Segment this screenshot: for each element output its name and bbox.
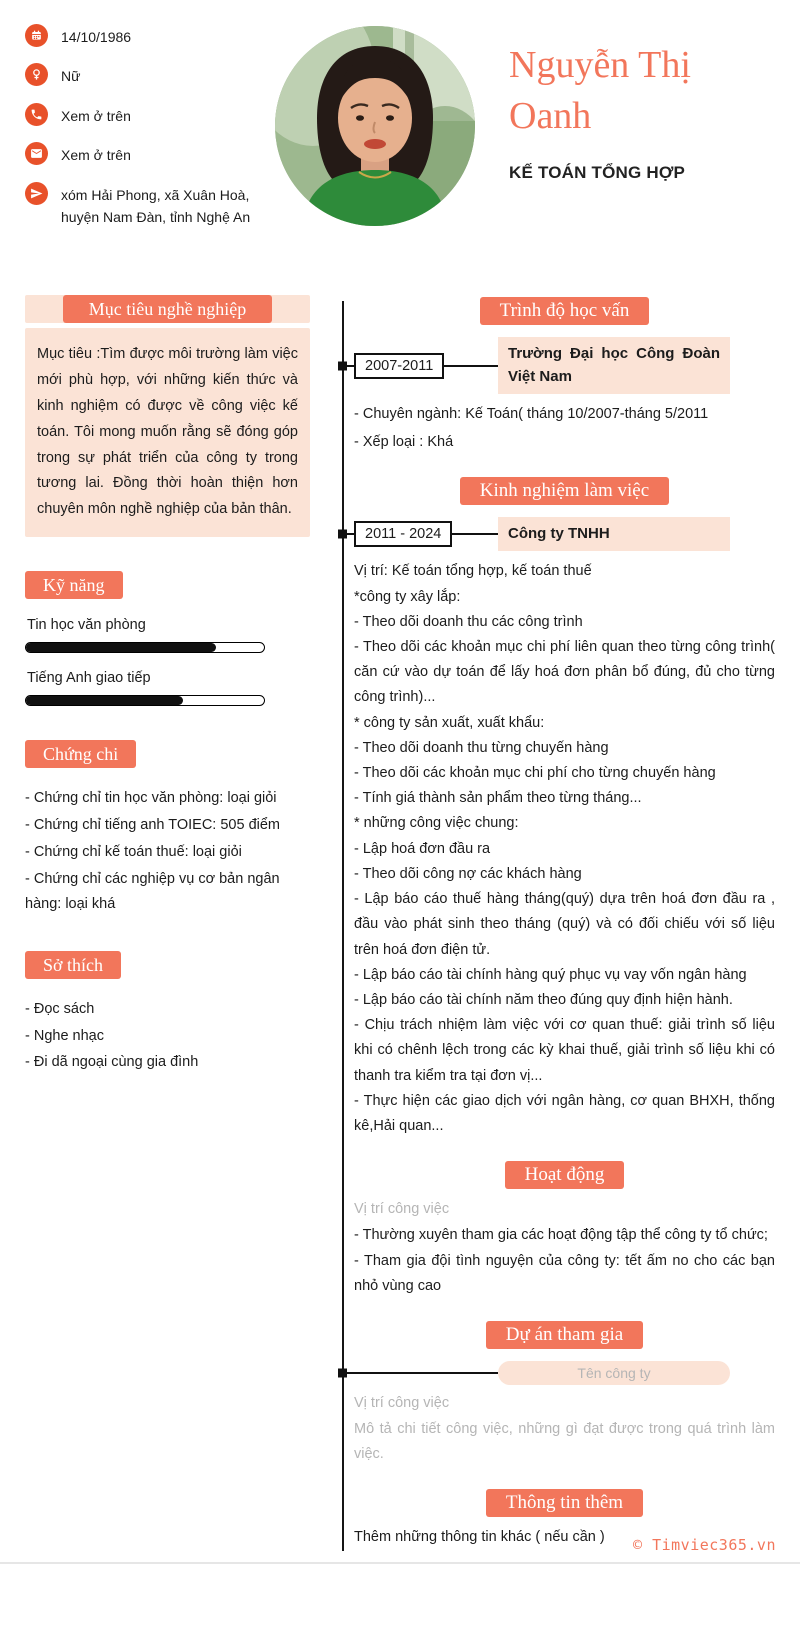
section-title-additional: Thông tin thêm bbox=[486, 1489, 643, 1517]
section-title-hobbies: Sở thích bbox=[25, 951, 121, 979]
duty-item: * những công việc chung: bbox=[354, 815, 519, 832]
header bbox=[0, 0, 800, 243]
avatar-illustration bbox=[275, 26, 475, 226]
experience-duties bbox=[354, 559, 775, 1139]
timeline-connector bbox=[452, 533, 498, 535]
education-detail-item: - Xếp loại : Khá bbox=[354, 433, 454, 450]
experience-company: Công ty TNHH bbox=[498, 517, 730, 552]
timeline-line bbox=[342, 301, 344, 1551]
main-content bbox=[0, 295, 800, 1565]
activities-list bbox=[354, 1223, 775, 1299]
objective-text: Mục tiêu :Tìm được môi trường làm việc mới phù hợp, với những kiến thức và kinh nghiệm có được về công việc kế toán. Tôi mong muốn rằng sẽ đóng góp trong sự phát triển của công ty trong tương lai. Đồng thời hoàn thiện hơn chuyên môn nghề nghiệp của bản thân. bbox=[25, 328, 310, 537]
project-entry bbox=[354, 1361, 730, 1385]
contact-row-birthday bbox=[25, 24, 275, 48]
duty-item: - Lập báo cáo thuế hàng tháng(quý) dựa trên hoá đơn đầu ra , đầu vào phát sinh theo tháng (quý) và có đối chiếu với số liệu trên hoá đơn điện tử. bbox=[354, 891, 775, 958]
skill-label: Tiếng Anh giao tiếp bbox=[27, 669, 151, 686]
contact-row-gender bbox=[25, 63, 275, 87]
section-objective-header bbox=[25, 295, 310, 323]
email-value: Xem ở trên bbox=[61, 147, 131, 164]
timeline-marker bbox=[338, 1368, 347, 1377]
duty-item: *công ty xây lắp: bbox=[354, 588, 461, 605]
education-entry bbox=[354, 337, 730, 394]
birthday-value: 14/10/1986 bbox=[61, 29, 132, 45]
timeline-connector bbox=[444, 365, 498, 367]
duty-item: - Lập báo cáo tài chính năm theo đúng quy định hiện hành. bbox=[354, 992, 733, 1008]
education-school: Trường Đại học Công Đoàn Việt Nam bbox=[498, 337, 730, 394]
gender-value: Nữ bbox=[61, 68, 81, 85]
duty-item: Vị trí: Kế toán tổng hợp, kế toán thuế bbox=[354, 563, 592, 580]
project-description-placeholder: Mô tả chi tiết công việc, những gì đạt được trong quá trình làm việc. bbox=[354, 1420, 775, 1463]
duty-item: - Tính giá thành sản phẩm theo từng tháng... bbox=[354, 790, 642, 807]
left-column bbox=[25, 295, 310, 1565]
hobby-item: - Đi dã ngoại cùng gia đình bbox=[25, 1054, 199, 1071]
phone-icon bbox=[25, 103, 48, 126]
activity-item: - Tham gia đội tình nguyện của công ty: tết ấm no cho các bạn nhỏ vùng cao bbox=[354, 1252, 775, 1294]
certificate-item: - Chứng chỉ các nghiệp vụ cơ bản ngân hàng: loại khá bbox=[25, 870, 280, 912]
certificate-item: - Chứng chỉ tiếng anh TOIEC: 505 điểm bbox=[25, 816, 281, 833]
right-column bbox=[340, 295, 775, 1565]
education-details bbox=[354, 402, 775, 454]
section-title-experience: Kinh nghiệm làm việc bbox=[460, 477, 669, 505]
activity-item: - Thường xuyên tham gia các hoạt động tập thể công ty tổ chức; bbox=[354, 1227, 768, 1244]
name-block bbox=[475, 16, 775, 243]
section-title-education: Trình độ học vấn bbox=[480, 297, 650, 325]
project-company-placeholder: Tên công ty bbox=[498, 1361, 730, 1385]
hobby-item: - Đọc sách bbox=[25, 1000, 95, 1017]
certificate-item: - Chứng chỉ tin học văn phòng: loại giỏi bbox=[25, 789, 277, 806]
hobbies-list bbox=[25, 997, 310, 1076]
section-title-activities: Hoạt động bbox=[505, 1161, 625, 1189]
location-icon bbox=[25, 182, 48, 205]
profile-photo bbox=[275, 26, 475, 226]
certificates-list bbox=[25, 786, 310, 917]
timeline-marker bbox=[338, 361, 347, 370]
contact-row-address bbox=[25, 182, 275, 229]
skill-item bbox=[25, 617, 310, 653]
email-icon bbox=[25, 142, 48, 165]
page-bottom-divider bbox=[0, 1562, 800, 1564]
hobby-item: - Nghe nhạc bbox=[25, 1027, 104, 1044]
activities-role-placeholder: Vị trí công việc bbox=[354, 1201, 450, 1218]
skill-bar-fill bbox=[26, 643, 216, 652]
experience-period: 2011 - 2024 bbox=[354, 521, 452, 547]
duty-item: - Theo dõi doanh thu từng chuyến hàng bbox=[354, 739, 609, 756]
duty-item: * công ty sản xuất, xuất khẩu: bbox=[354, 714, 545, 731]
section-title-certificates: Chứng chi bbox=[25, 740, 136, 768]
contact-row-phone bbox=[25, 103, 275, 127]
duty-item: - Thực hiện các giao dịch với ngân hàng, cơ quan BHXH, thống kê,Hải quan... bbox=[354, 1092, 775, 1135]
skill-bar bbox=[25, 642, 265, 653]
duty-item: - Chịu trách nhiệm làm việc với cơ quan thuế: giải trình số liệu khi có chênh lệch trong các kỳ khai thuế, giải trình số liệu khi có thanh tra kiểm tra tại đơn vị... bbox=[354, 1017, 775, 1084]
timeline-connector bbox=[354, 1372, 498, 1374]
address-value: xóm Hải Phong, xã Xuân Hoà, huyện Nam Đàn, tỉnh Nghệ An bbox=[61, 186, 251, 225]
skill-item bbox=[25, 670, 310, 706]
skill-bar bbox=[25, 695, 265, 706]
duty-item: - Lập hoá đơn đầu ra bbox=[354, 840, 491, 857]
section-title-skills: Kỹ năng bbox=[25, 571, 123, 599]
duty-item: - Theo dõi công nợ các khách hàng bbox=[354, 865, 582, 882]
duty-item: - Theo dõi các khoản mục chi phí liên quan theo từng công trình( căn cứ vào dự toán để lấy hoá đơn phân bổ đúng, đủ cho từng công trình)... bbox=[354, 638, 775, 706]
education-detail-item: - Chuyên ngành: Kế Toán( tháng 10/2007-tháng 5/2011 bbox=[354, 406, 709, 423]
phone-value: Xem ở trên bbox=[61, 107, 131, 124]
gender-icon bbox=[25, 63, 48, 86]
timeline-marker bbox=[338, 530, 347, 539]
contact-info bbox=[25, 16, 275, 243]
section-title-objective: Mục tiêu nghề nghiệp bbox=[63, 295, 272, 323]
duty-item: - Theo dõi doanh thu các công trình bbox=[354, 613, 583, 630]
contact-row-email bbox=[25, 142, 275, 166]
duty-item: - Theo dõi các khoản mục chi phí cho từng chuyến hàng bbox=[354, 765, 716, 782]
additional-info-text: Thêm những thông tin khác ( nếu cần ) bbox=[354, 1529, 605, 1546]
experience-entry bbox=[354, 517, 730, 552]
section-title-projects: Dự án tham gia bbox=[486, 1321, 643, 1349]
education-period: 2007-2011 bbox=[354, 353, 444, 379]
certificate-item: - Chứng chỉ kế toán thuế: loại giỏi bbox=[25, 843, 242, 860]
duty-item: - Lập báo cáo tài chính hàng quý phục vụ vay vốn ngân hàng bbox=[354, 966, 747, 983]
watermark-credit: © Timviec365.vn bbox=[633, 1536, 776, 1554]
skill-label: Tin học văn phòng bbox=[27, 616, 146, 633]
job-title: KẾ TOÁN TỔNG HỢP bbox=[509, 162, 686, 182]
project-role-placeholder: Vị trí công việc bbox=[354, 1394, 450, 1411]
skill-bar-fill bbox=[26, 696, 183, 705]
calendar-icon bbox=[25, 24, 48, 47]
candidate-name: Nguyễn Thị Oanh bbox=[509, 44, 691, 138]
